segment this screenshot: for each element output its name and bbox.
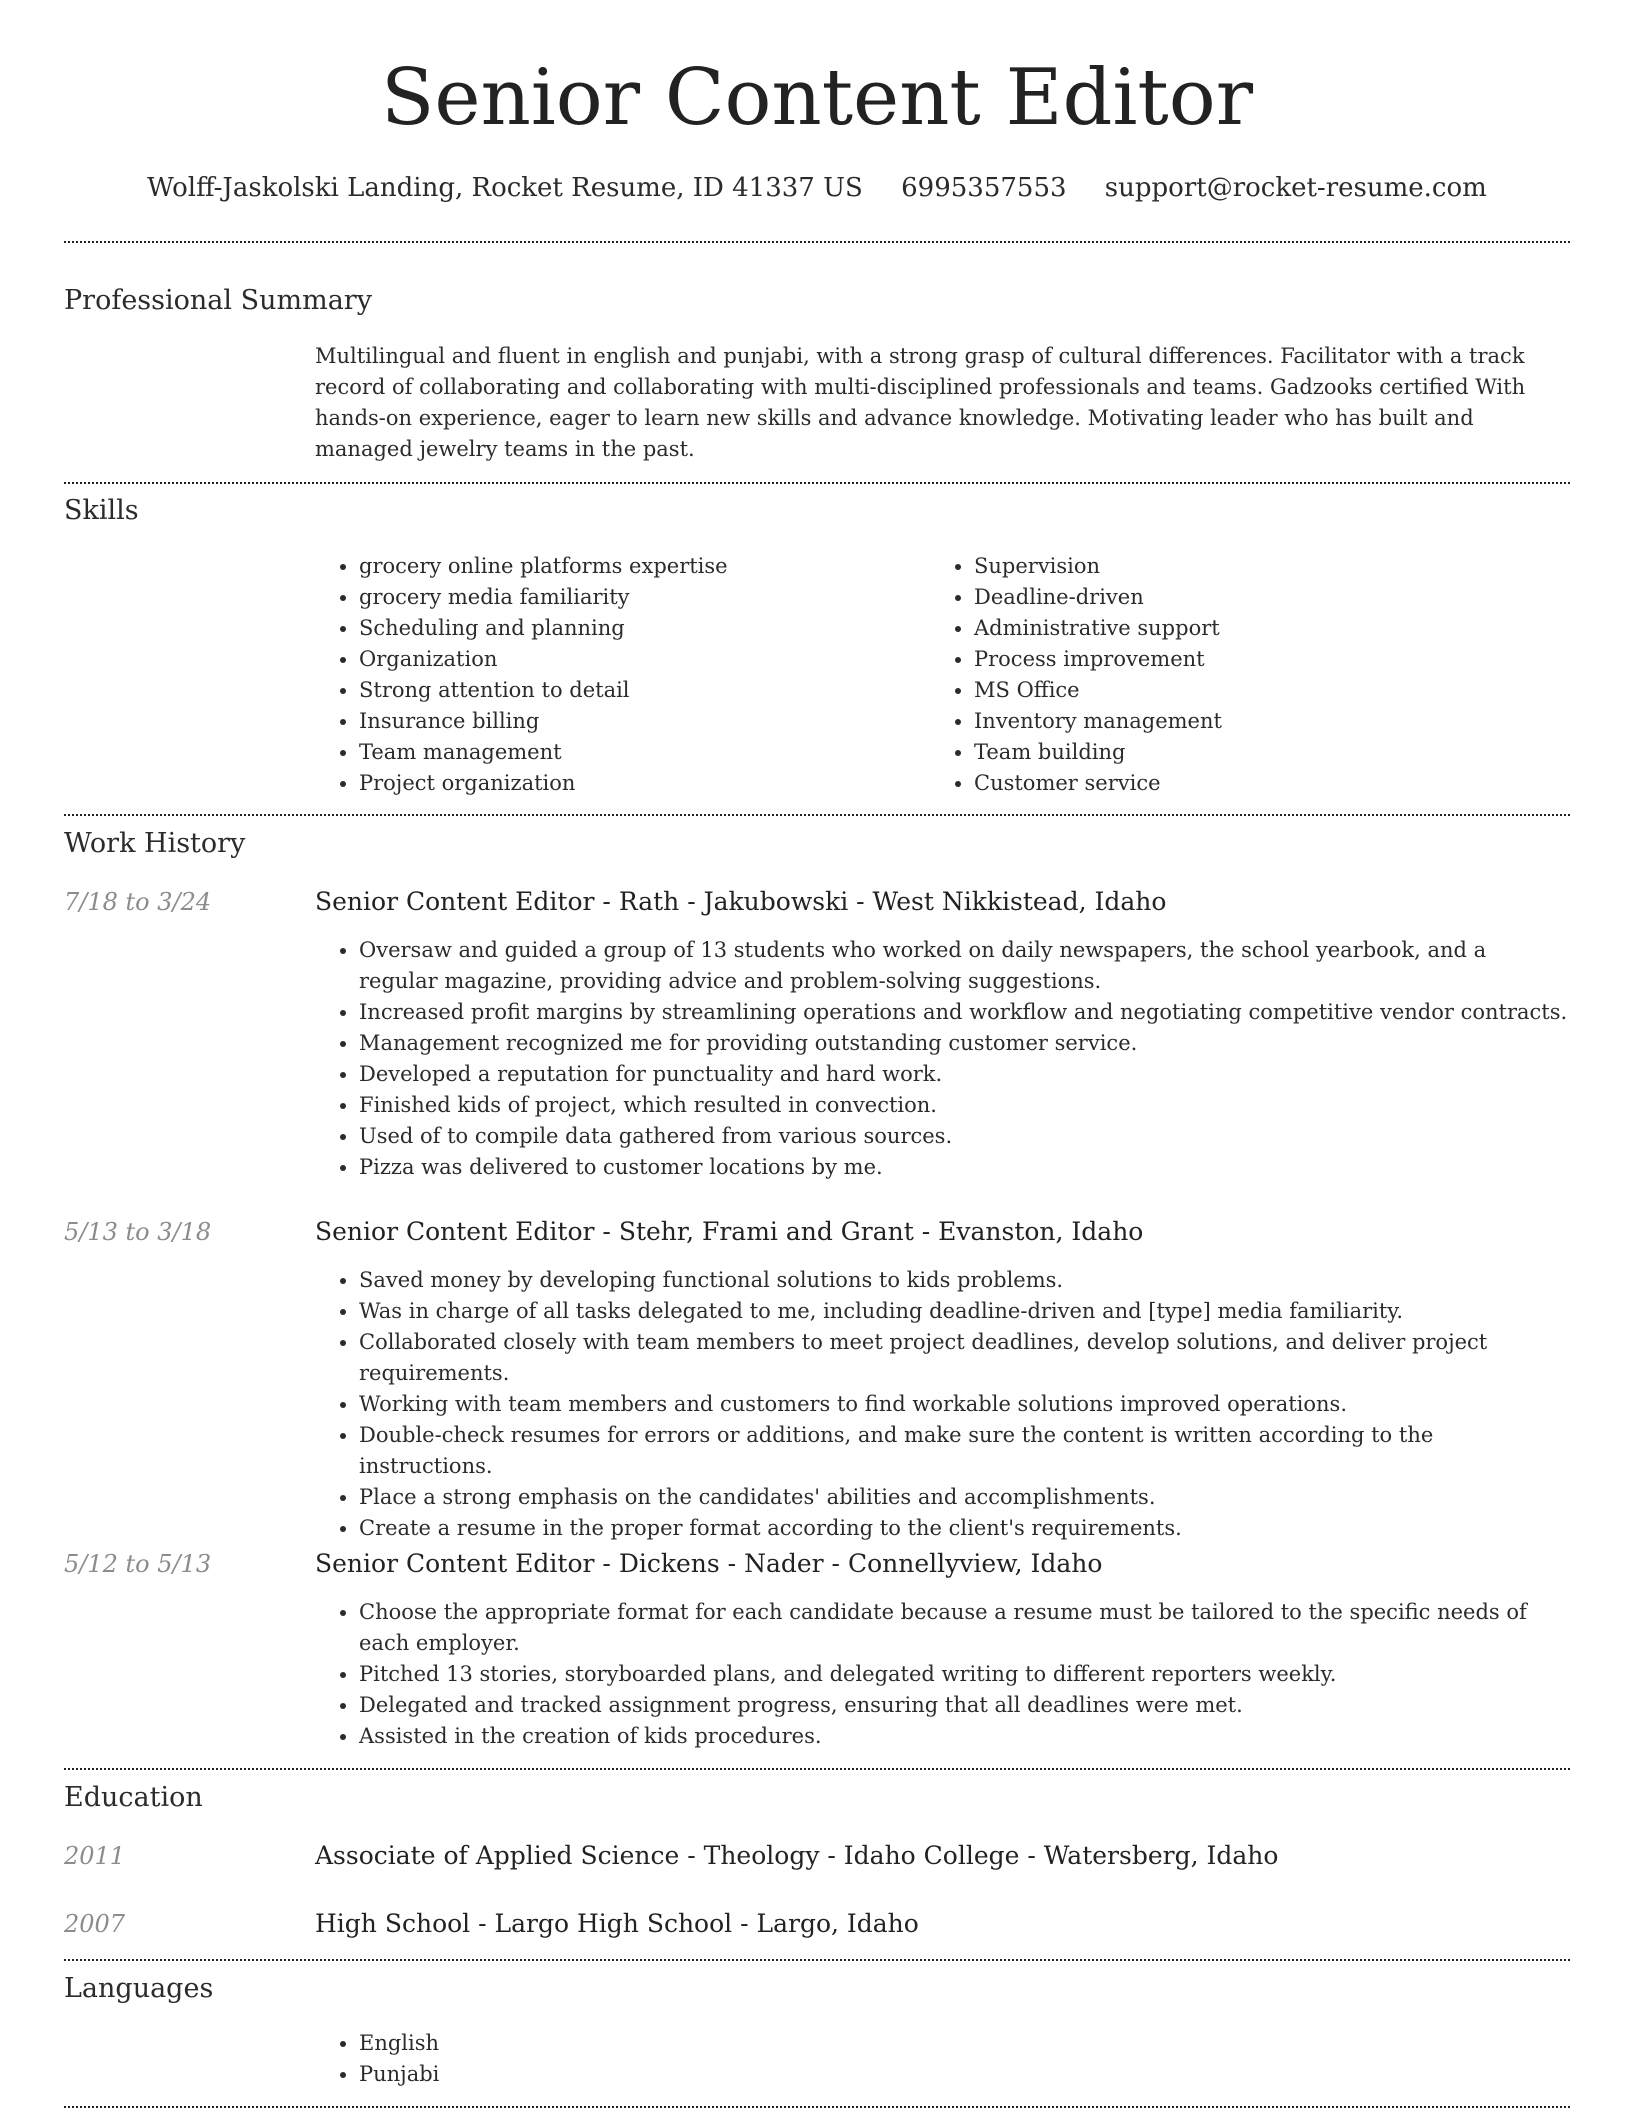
work-history-section-title: Work History <box>64 828 246 859</box>
job-bullet: • Create a resume in the proper format according to the client's requirements. <box>359 1513 1569 1544</box>
section-divider <box>64 1768 1570 1770</box>
job-bullet: • Working with team members and customers to find workable solutions improved operations. <box>359 1389 1569 1420</box>
job-bullet: • Double-check resumes for errors or additions, and make sure the content is written according to the instructions. <box>359 1420 1569 1482</box>
job-bullets <box>315 935 1569 1183</box>
education-entry: High School - Largo High School - Largo, Idaho <box>315 1909 919 1938</box>
job-bullet: • Finished kids of project, which resulted in convection. <box>359 1090 1569 1121</box>
job-bullet: • Used of to compile data gathered from various sources. <box>359 1121 1569 1152</box>
contact-phone: 6995357553 <box>901 173 1067 203</box>
languages-section-title: Languages <box>64 1973 214 2004</box>
job-bullet: • Saved money by developing functional solutions to kids problems. <box>359 1265 1569 1296</box>
skill-item: • Team building <box>974 737 1574 768</box>
skill-item: • MS Office <box>974 675 1574 706</box>
skill-item: • Administrative support <box>974 613 1574 644</box>
job-bullet: • Management recognized me for providing outstanding customer service. <box>359 1028 1569 1059</box>
contact-line <box>64 168 1570 208</box>
section-divider <box>64 814 1570 816</box>
job-bullet: • Was in charge of all tasks delegated to me, including deadline-driven and [type] media familiarity. <box>359 1296 1569 1327</box>
job-bullets <box>315 1597 1569 1752</box>
section-divider <box>64 482 1570 484</box>
summary-section-title: Professional Summary <box>64 285 372 316</box>
job-title: Senior Content Editor - Rath - Jakubowski - West Nikkistead, Idaho <box>315 887 1167 916</box>
skill-item: • grocery online platforms expertise <box>359 551 929 582</box>
skill-item: • Inventory management <box>974 706 1574 737</box>
job-dates: 7/18 to 3/24 <box>64 888 212 916</box>
contact-address: Wolff-Jaskolski Landing, Rocket Resume, ID 41337 US <box>147 173 863 203</box>
job-bullet: • Assisted in the creation of kids procedures. <box>359 1721 1569 1752</box>
education-section-title: Education <box>64 1782 203 1813</box>
skill-item: • Team management <box>359 737 929 768</box>
job-bullets <box>315 1265 1569 1544</box>
job-bullet: • Place a strong emphasis on the candidates' abilities and accomplishments. <box>359 1482 1569 1513</box>
skill-item: • Organization <box>359 644 929 675</box>
job-bullet: • Increased profit margins by streamlining operations and workflow and negotiating competitive vendor contracts. <box>359 997 1569 1028</box>
skills-list-right <box>930 551 1574 799</box>
skill-item: • Process improvement <box>974 644 1574 675</box>
language-item: • Punjabi <box>359 2059 959 2090</box>
resume-name-heading: Senior Content Editor <box>381 53 1253 143</box>
job-bullet: • Oversaw and guided a group of 13 students who worked on daily newspapers, the school yearbook, and a regular magazine, providing advice and problem-solving suggestions. <box>359 935 1569 997</box>
skill-item: • Project organization <box>359 768 929 799</box>
language-item: • English <box>359 2028 959 2059</box>
job-title: Senior Content Editor - Dickens - Nader - Connellyview, Idaho <box>315 1549 1103 1578</box>
languages-list <box>315 2028 959 2090</box>
section-divider <box>64 2106 1570 2108</box>
summary-text: Multilingual and fluent in english and punjabi, with a strong grasp of cultural differences. Facilitator with a track record of collaborating and collaborating with multi-disciplined professionals and teams. Gadzooks certified With hands-on experience, eager to learn new skills and advance knowledge. Motivating leader who has built and managed jewelry teams in the past. <box>315 344 1526 461</box>
job-bullet: • Developed a reputation for punctuality and hard work. <box>359 1059 1569 1090</box>
education-entry: Associate of Applied Science - Theology - Idaho College - Watersberg, Idaho <box>315 1841 1279 1870</box>
education-year: 2011 <box>64 1842 126 1870</box>
skill-item: • Insurance billing <box>359 706 929 737</box>
skill-item: • grocery media familiarity <box>359 582 929 613</box>
skills-list-left <box>315 551 929 799</box>
skill-item: • Strong attention to detail <box>359 675 929 706</box>
skill-item: • Deadline-driven <box>974 582 1574 613</box>
skill-item: • Supervision <box>974 551 1574 582</box>
job-bullet: • Pizza was delivered to customer locations by me. <box>359 1152 1569 1183</box>
skill-item: • Customer service <box>974 768 1574 799</box>
job-bullet: • Collaborated closely with team members to meet project deadlines, develop solutions, and deliver project requirements. <box>359 1327 1569 1389</box>
skills-section-title: Skills <box>64 495 139 526</box>
job-title: Senior Content Editor - Stehr, Frami and Grant - Evanston, Idaho <box>315 1217 1144 1246</box>
contact-email: support@rocket-resume.com <box>1104 173 1487 203</box>
job-bullet: • Delegated and tracked assignment progress, ensuring that all deadlines were met. <box>359 1690 1569 1721</box>
job-bullet: • Choose the appropriate format for each candidate because a resume must be tailored to the specific needs of each employer. <box>359 1597 1569 1659</box>
job-dates: 5/12 to 5/13 <box>64 1550 212 1578</box>
job-dates: 5/13 to 3/18 <box>64 1218 212 1246</box>
skill-item: • Scheduling and planning <box>359 613 929 644</box>
section-divider <box>64 1959 1570 1961</box>
job-bullet: • Pitched 13 stories, storyboarded plans, and delegated writing to different reporters weekly. <box>359 1659 1569 1690</box>
education-year: 2007 <box>64 1910 126 1938</box>
section-divider <box>64 241 1570 243</box>
